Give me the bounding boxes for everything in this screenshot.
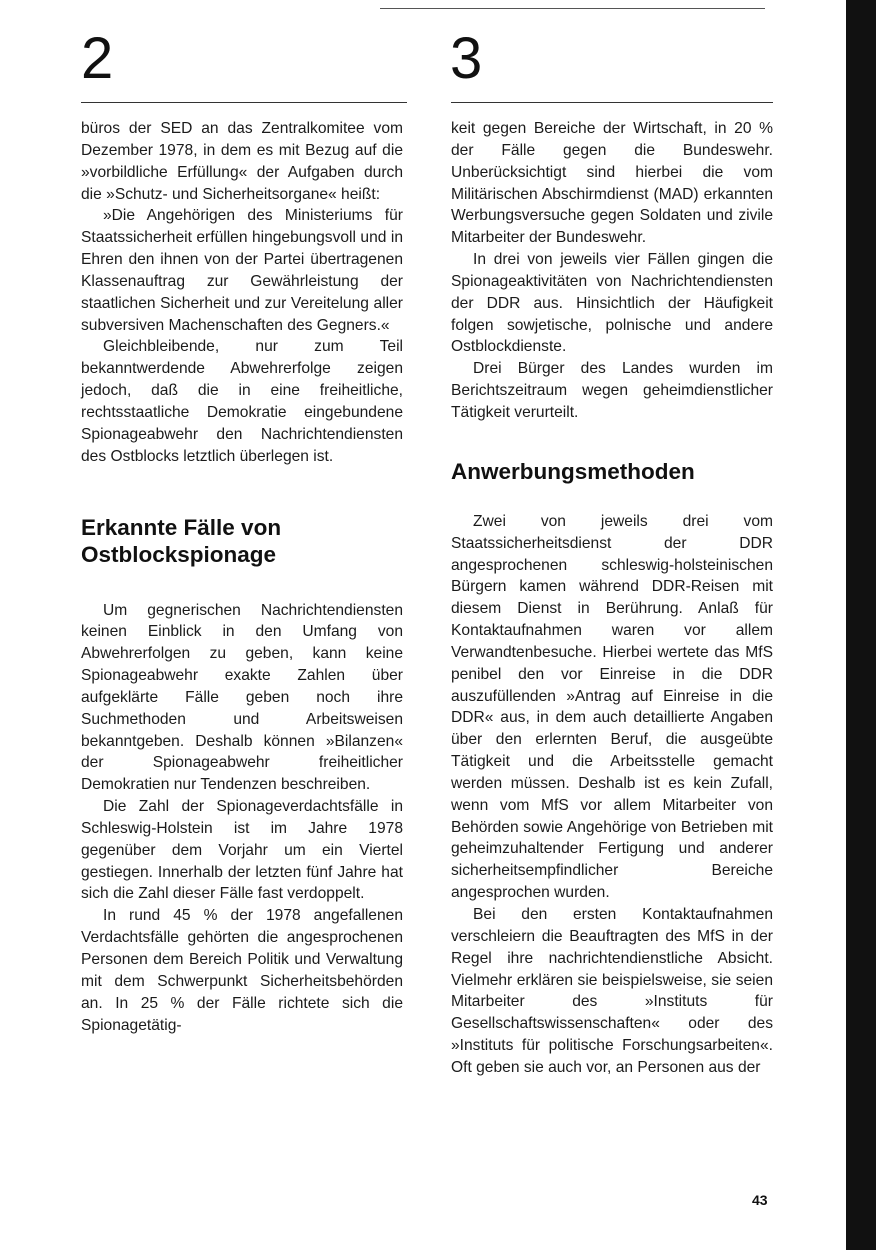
scan-edge-bar [846,0,876,1250]
paragraph: keit gegen Bereiche der Wirtschaft, in 20 % der Fälle gegen die Bundeswehr. Unberücksichtigt sind hierbei die vom Militärischen Abschirmdienst (MAD) erkannten Werbungsversuche gegen Soldaten und zivile Mitarbeiter der Bundeswehr. [451,120,773,247]
section-heading-erkannte-faelle [81,514,403,568]
paragraph: Die Zahl der Spionageverdachtsfälle in Schleswig-Holstein ist im Jahre 1978 gegenüber dem Vorjahr um ein Viertel gestiegen. Innerhalb der letzten fünf Jahre hat sich die Zahl dieser Fälle fast verdoppelt. [81,798,403,903]
left-column [81,118,403,1036]
paragraph: Drei Bürger des Landes wurden im Berichtszeitraum wegen geheimdienstlicher Tätigkeit verurteilt. [451,360,773,421]
heading-line: Ostblockspionage [81,541,277,567]
paragraph: Um gegnerischen Nachrichtendiensten keinen Einblick in den Umfang von Abwehrerfolgen zu geben, kann keine Spionageabwehr exakte Zahlen über aufgeklärte Fälle geben noch ihre Suchmethoden und Arbeitsweisen bekanntgeben. Deshalb können »Bilanzen« der Spionageabwehr freiheitlicher Demokratien nur Tendenzen beschreiben. [81,601,403,794]
paragraph: In drei von jeweils vier Fällen gingen die Spionageaktivitäten von Nachrichtendiensten der DDR aus. Hinsichtlich der Häufigkeit folgen sowjetische, polnische und andere Ostblockdienste. [451,251,773,356]
page-number: 43 [752,1192,768,1208]
right-column [451,118,773,1079]
section-heading-anwerbungsmethoden: Anwerbungsmethoden [451,458,695,484]
paragraph: Bei den ersten Kontaktaufnahmen verschleiern die Beauftragten des MfS in der Regel ihre nachrichtendienstliche Absicht. Vielmehr erklären sie beispielsweise, sie seien Mitarbeiter des »Instituts für Gesellschaftswissenschaften« oder des »Instituts für politische Forschungsarbeiten«. Oft geben sie auch vor, an Personen aus der [451,906,773,1076]
heading-line: Erkannte Fälle von [81,514,282,540]
paragraph-quote: »Die Angehörigen des Ministeriums für Staatssicherheit erfüllen hingebungsvoll und in Ehren den ihnen von der Partei übertragenen Klassenauftrag zur Gewährleistung der staatlichen Sicherheit und zur Vereitelung aller subversiven Machenschaften des Gegners.« [81,207,403,334]
paragraph: büros der SED an das Zentralkomitee vom Dezember 1978, in dem es mit Bezug auf die »vorbildliche Erfüllung« der Aufgaben durch die »Schutz- und Sicherheitsorgane« heißt: [81,120,403,203]
paragraph: Gleichbleibende, nur zum Teil bekanntwerdende Abwehrerfolge zeigen jedoch, daß die in eine freiheitliche, rechtsstaatliche Demokratie eingebundene Spionageabwehr den Nachrichtendiensten des Ostblocks letztlich überlegen ist. [81,338,403,465]
paragraph: In rund 45 % der 1978 angefallenen Verdachtsfälle gehörten die angesprochenen Personen dem Bereich Politik und Verwaltung mit dem Schwerpunkt Sicherheitsbehörden an. In 25 % der Fälle richtete sich die Spionagetätig- [81,907,403,1034]
paragraph: Zwei von jeweils drei vom Staatssicherheitsdienst der DDR angesprochenen schleswig-holsteinischen Bürgern kamen während DDR-Reisen mit diesem Dienst in Berührung. Anlaß für Kontaktaufnahmen waren vor allem Verwandtenbesuche. Hierbei wertete das MfS penibel den vor Einreise in die DDR auszufüllenden »Antrag auf Einreise in die DDR« aus, in dem auch detaillierte Angaben über den erlernten Beruf, die ausgeübte Tätigkeit und die Arbeitsstelle gemacht werden müssen. Deshalb ist es kein Zufall, wenn vom MfS vor allem Mitarbeiter von Behörden sowie Angehörige von Betrieben mit geheimzuhaltender Fertigung und anderer sicherheitsempfindlicher Bereiche angesprochen wurden. [451,512,773,902]
column-number-right: 3 [450,26,483,91]
column-number-left: 2 [81,26,114,91]
top-scan-rule [380,8,765,9]
header-rule-right [451,102,773,103]
header-rule-left [81,102,407,103]
